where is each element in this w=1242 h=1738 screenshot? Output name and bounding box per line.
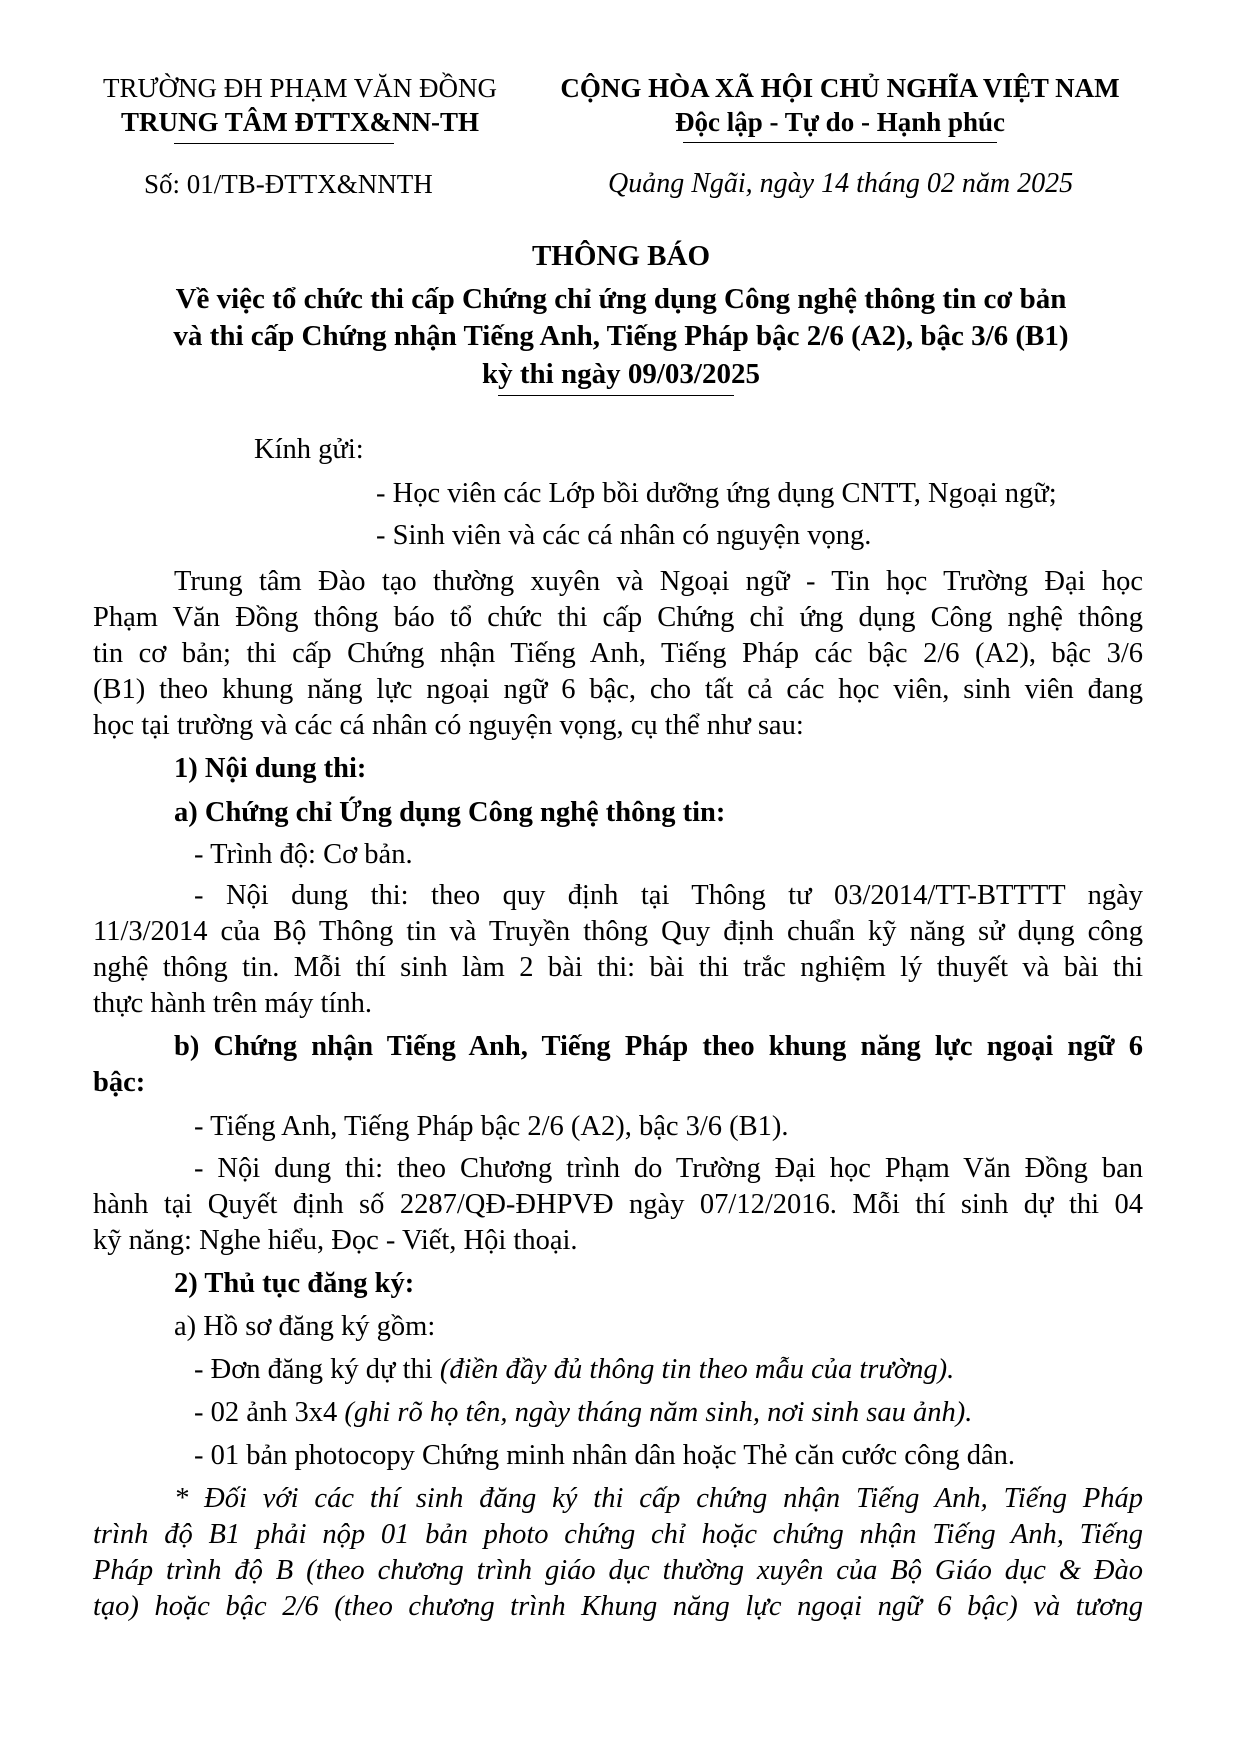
requirement-note: (điền đầy đủ thông tin theo mẫu của trường).	[439, 1354, 955, 1385]
intro-line: Phạm Văn Đồng thông báo tổ chức thi cấp Chứng chỉ ứng dụng Công nghệ thông	[93, 602, 1143, 633]
section1a-level: - Trình độ: Cơ bản.	[194, 839, 413, 870]
recipient-item: - Học viên các Lớp bồi dưỡng ứng dụng CNTT, Ngoại ngữ;	[376, 478, 1057, 509]
recipients-label: Kính gửi:	[254, 434, 364, 465]
section1a-content-line: - Nội dung thi: theo quy định tại Thông tư 03/2014/TT-BTTTT ngày	[194, 880, 1143, 911]
center-name: TRUNG TÂM ĐTTX&NN-TH	[120, 107, 479, 137]
note-line: trình độ B1 phải nộp 01 bản photo chứng chỉ hoặc chứng nhận Tiếng Anh, Tiếng	[93, 1519, 1143, 1550]
right-underline	[683, 142, 997, 143]
requirement-note: (ghi rõ họ tên, ngày tháng năm sinh, nơi sinh sau ảnh).	[344, 1397, 973, 1428]
requirement-item	[194, 1352, 954, 1388]
section1a-content-line: thực hành trên máy tính.	[93, 988, 373, 1019]
section1b-content-line: hành tại Quyết định số 2287/QĐ-ĐHPVĐ ngày 07/12/2016. Mỗi thí sinh dự thi 04	[93, 1189, 1143, 1220]
section1a-content-line: 11/3/2014 của Bộ Thông tin và Truyền thông Quy định chuẩn kỹ năng sử dụng công	[93, 916, 1143, 947]
intro-line: tin cơ bản; thi cấp Chứng nhận Tiếng Anh, Tiếng Pháp các bậc 2/6 (A2), bậc 3/6	[93, 638, 1143, 669]
note-line: tạo) hoặc bậc 2/6 (theo chương trình Khung năng lực ngoại ngữ 6 bậc) và tương	[93, 1591, 1143, 1622]
national-motto: Độc lập - Tự do - Hạnh phúc	[674, 107, 1006, 137]
section1b-content-line: kỹ năng: Nghe hiểu, Đọc - Viết, Hội thoại.	[93, 1225, 578, 1256]
section1a-heading: a) Chứng chỉ Ứng dụng Công nghệ thông tin:	[174, 797, 726, 828]
section1b-heading: b) Chứng nhận Tiếng Anh, Tiếng Pháp theo khung năng lực ngoại ngữ 6	[174, 1031, 1143, 1062]
requirement-text: - 02 ảnh 3x4	[194, 1397, 345, 1428]
document-number: Số: 01/TB-ĐTTX&NNTH	[144, 169, 433, 199]
section1b-heading-cont: bậc:	[93, 1067, 146, 1098]
intro-line: (B1) theo khung năng lực ngoại ngữ 6 bậc, cho tất cả các học viên, sinh viên đang	[93, 674, 1143, 705]
section1b-content-line: - Nội dung thi: theo Chương trình do Trường Đại học Phạm Văn Đồng ban	[194, 1153, 1143, 1184]
requirement-item	[194, 1395, 972, 1431]
section1-heading: 1) Nội dung thi:	[174, 753, 367, 784]
note-line: * Đối với các thí sinh đăng ký thi cấp chứng nhận Tiếng Anh, Tiếng Pháp	[174, 1483, 1143, 1514]
note-line: Pháp trình độ B (theo chương trình giáo dục thường xuyên của Bộ Giáo dục & Đào	[93, 1555, 1143, 1586]
intro-line: Trung tâm Đào tạo thường xuyên và Ngoại ngữ - Tin học Trường Đại học	[174, 566, 1143, 597]
left-underline	[174, 143, 394, 144]
notice-subject-line1: Về việc tổ chức thi cấp Chứng chỉ ứng dụng Công nghệ thông tin cơ bản	[175, 283, 1067, 315]
section1a-content-line: nghệ thông tin. Mỗi thí sinh làm 2 bài thi: bài thi trắc nghiệm lý thuyết và bài thi	[93, 952, 1143, 983]
notice-subject-line3: kỳ thi ngày 09/03/2025	[482, 358, 760, 390]
requirement-item: - 01 bản photocopy Chứng minh nhân dân hoặc Thẻ căn cước công dân.	[194, 1440, 1016, 1471]
requirement-text: - Đơn đăng ký dự thi	[194, 1354, 440, 1385]
national-title: CỘNG HÒA XÃ HỘI CHỦ NGHĨA VIỆT NAM	[560, 73, 1120, 103]
section2a-heading: a) Hồ sơ đăng ký gồm:	[174, 1311, 436, 1342]
notice-heading: THÔNG BÁO	[531, 240, 711, 272]
section2-heading: 2) Thủ tục đăng ký:	[174, 1268, 415, 1299]
notice-subject-line2: và thi cấp Chứng nhận Tiếng Anh, Tiếng Pháp bậc 2/6 (A2), bậc 3/6 (B1)	[173, 320, 1069, 352]
intro-line: học tại trường và các cá nhân có nguyện vọng, cụ thể như sau:	[93, 710, 804, 741]
place-date: Quảng Ngãi, ngày 14 tháng 02 năm 2025	[608, 168, 1074, 199]
school-name: TRƯỜNG ĐH PHẠM VĂN ĐỒNG	[103, 73, 497, 103]
section1b-levels: - Tiếng Anh, Tiếng Pháp bậc 2/6 (A2), bậc 3/6 (B1).	[194, 1111, 789, 1142]
title-underline	[498, 395, 734, 396]
recipient-item: - Sinh viên và các cá nhân có nguyện vọng.	[376, 520, 872, 551]
